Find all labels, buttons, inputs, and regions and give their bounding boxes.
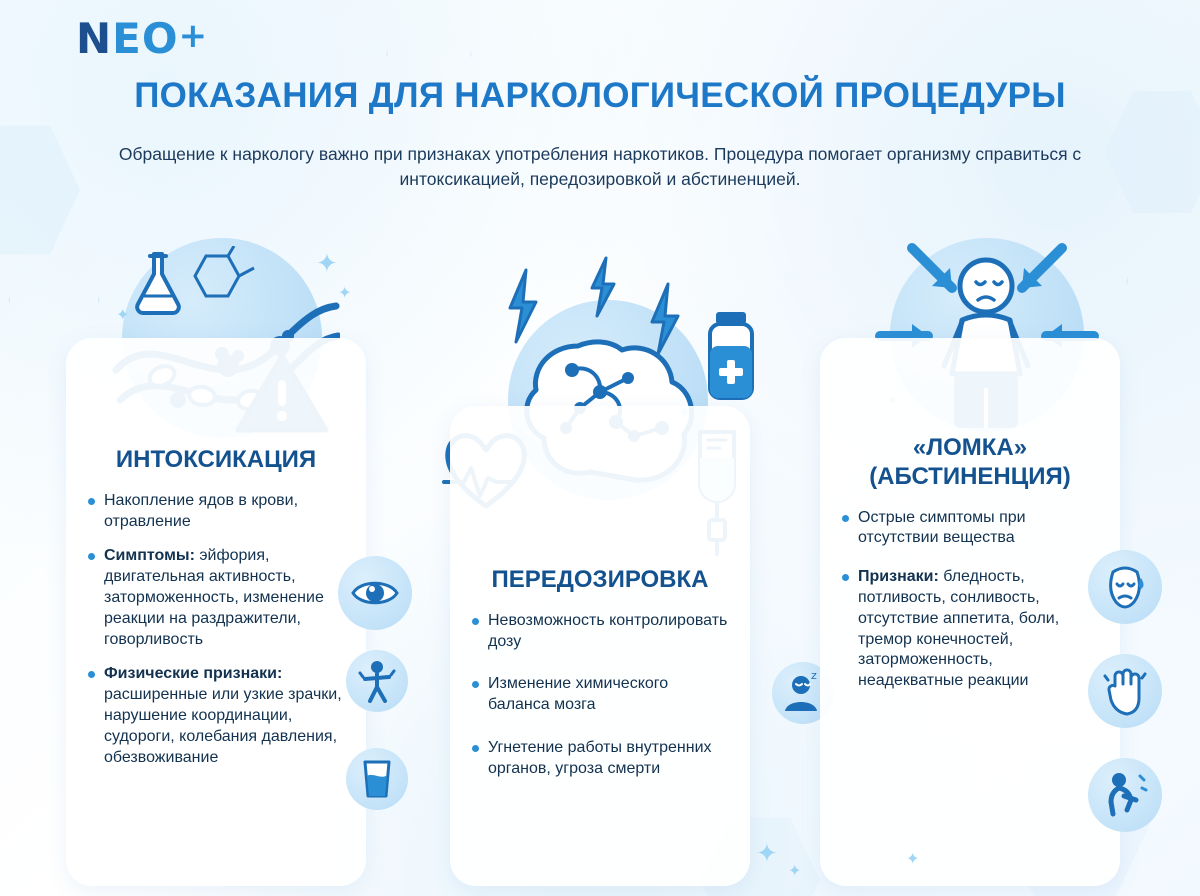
card-overdose-points: [450, 611, 750, 780]
sparkle-icon: ✦: [756, 838, 778, 868]
list-item: [842, 567, 1102, 692]
list-item-text: эйфория, двигательная активность, заторможенность, изменение реакции на раздражители, говорливость: [104, 547, 324, 648]
card-abstinence-points: [820, 508, 1120, 692]
list-item: [472, 611, 732, 653]
card-overdose-title: ПЕРЕДОЗИРОВКА: [491, 566, 709, 593]
list-item-text: Накопление ядов в крови, отравление: [104, 491, 299, 530]
list-item: [88, 491, 348, 533]
list-item-text: Изменение химического баланса мозга: [488, 675, 669, 714]
card-abstinence: [820, 338, 1120, 886]
list-item-lead: Симптомы:: [104, 547, 195, 565]
sparkle-icon: ✦: [338, 285, 352, 302]
sparkle-icon: ✦: [906, 851, 920, 868]
list-item: [842, 508, 1102, 550]
card-intoxication-title: ИНТОКСИКАЦИЯ: [115, 446, 317, 473]
card-abstinence-title: «ЛОМКА» (АБСТИНЕНЦИЯ): [869, 434, 1071, 490]
list-item: [472, 674, 732, 716]
card-overdose: [450, 406, 750, 886]
decor-hexagon-outline: [1126, 230, 1200, 332]
sparkle-icon: ✦: [116, 307, 130, 324]
trembling-hand-icon: [1088, 654, 1162, 728]
vial-icon: [700, 308, 762, 406]
page-subtitle: Обращение к наркологу важно при признаках употребления наркотиков. Процедура помогает организму справиться с интоксикацией, передозировкой и абстиненцией.: [118, 144, 1082, 190]
eye-icon: [338, 556, 412, 630]
list-item: [472, 738, 732, 780]
svg-text:z: z: [811, 671, 817, 682]
list-item: [88, 664, 348, 768]
sparkle-icon: ✦: [788, 863, 802, 880]
molecule-icon: [186, 246, 258, 308]
list-item-text: бледность, потливость, сонливость, отсутствие аппетита, боли, тремор конечностей, заторможенность, неадекватные реакции: [858, 568, 1060, 690]
card-intoxication-points: [66, 491, 366, 769]
decor-hexagon: [0, 120, 80, 260]
sparkle-icon: ✦: [316, 248, 338, 278]
list-item-text: Угнетение работы внутренних органов, угроза смерти: [488, 738, 712, 777]
decor-hexagon-outline: [8, 248, 100, 352]
lightning-icon: [588, 256, 618, 318]
sweating-face-icon: [1088, 550, 1162, 624]
pain-person-icon: [1088, 758, 1162, 832]
water-glass-icon: [346, 748, 408, 810]
list-item-text: Невозможность контролировать дозу: [488, 611, 728, 650]
list-item-text: расширенные или узкие зрачки, нарушение координации, судороги, колебания давления, обезвоживание: [104, 686, 342, 766]
list-item-lead: Физические признаки:: [104, 665, 283, 683]
list-item: [88, 546, 348, 650]
tremor-person-icon: [346, 650, 408, 712]
list-item-text: Острые симптомы при отсутствии вещества: [858, 508, 1026, 547]
brand-logo: [76, 14, 208, 63]
brand-logo-text: NEO+: [76, 14, 209, 63]
card-intoxication: [66, 338, 366, 886]
list-item-lead: Признаки:: [858, 568, 939, 586]
page-title: ПОКАЗАНИЯ ДЛЯ НАРКОЛОГИЧЕСКОЙ ПРОЦЕДУРЫ: [134, 76, 1066, 115]
